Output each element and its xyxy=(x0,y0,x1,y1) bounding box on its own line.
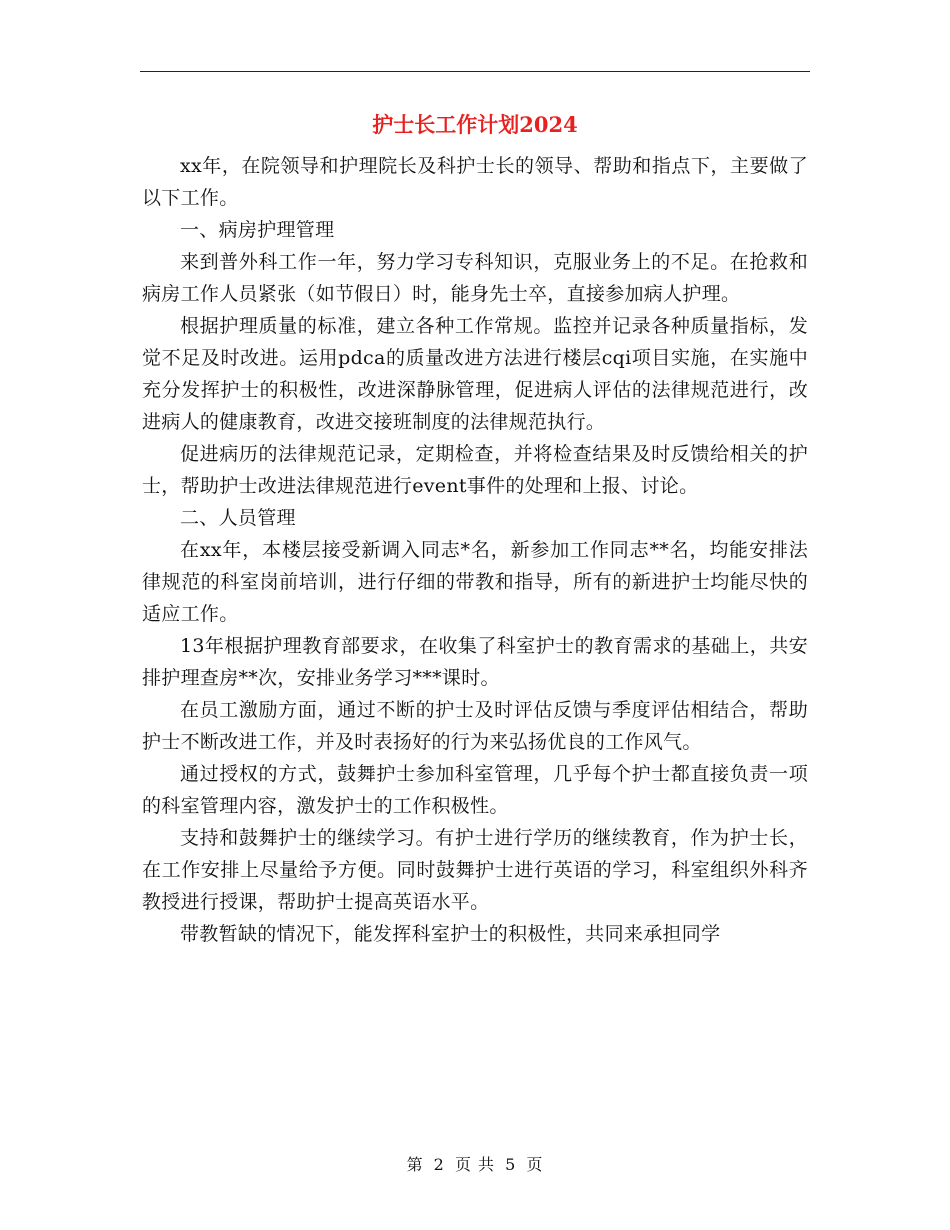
total-page-count: 5 xyxy=(505,1155,517,1174)
page-footer xyxy=(0,1152,950,1175)
document-title: 护士长工作计划2024 xyxy=(372,112,578,137)
paragraph: 在xx年，本楼层接受新调入同志*名，新参加工作同志**名，均能安排法律规范的科室岗前培训，进行仔细的带教和指导，所有的新进护士均能尽快的适应工作。 xyxy=(142,539,808,625)
current-page-number: 2 xyxy=(433,1155,445,1174)
section-heading-staff-management: 二、人员管理 xyxy=(180,507,296,529)
paragraph: 支持和鼓舞护士的继续学习。有护士进行学历的继续教育，作为护士长，在工作安排上尽量给予方便。同时鼓舞护士进行英语的学习，科室组织外科齐教授进行授课，帮助护士提高英语水平。 xyxy=(142,827,808,913)
paragraph: 带教暂缺的情况下，能发挥科室护士的积极性，共同来承担同学 xyxy=(180,923,721,945)
footer-prefix: 第 xyxy=(406,1155,424,1174)
paragraph-intro: xx年，在院领导和护理院长及科护士长的领导、帮助和指点下，主要做了以下工作。 xyxy=(142,155,808,209)
paragraph: 促进病历的法律规范记录，定期检查，并将检查结果及时反馈给相关的护士，帮助护士改进法律规范进行event事件的处理和上报、讨论。 xyxy=(142,443,808,497)
paragraph: 来到普外科工作一年，努力学习专科知识，克服业务上的不足。在抢救和病房工作人员紧张（如节假日）时，能身先士卒，直接参加病人护理。 xyxy=(142,251,808,305)
paragraph: 通过授权的方式，鼓舞护士参加科室管理，几乎每个护士都直接负责一项的科室管理内容，激发护士的工作积极性。 xyxy=(142,763,808,817)
paragraph: 根据护理质量的标准，建立各种工作常规。监控并记录各种质量指标，发觉不足及时改进。运用pdca的质量改进方法进行楼层cqi项目实施，在实施中充分发挥护士的积极性，改进深静脉管理，促进病人评估的法律规范进行，改进病人的健康教育，改进交接班制度的法律规范执行。 xyxy=(142,315,808,433)
header-rule xyxy=(140,71,810,72)
footer-middle: 页 共 xyxy=(454,1155,496,1174)
section-heading-ward-management: 一、病房护理管理 xyxy=(180,219,335,241)
paragraph: 13年根据护理教育部要求，在收集了科室护士的教育需求的基础上，共安排护理查房**次，安排业务学习***课时。 xyxy=(142,635,808,689)
document-body xyxy=(142,150,808,950)
footer-suffix: 页 xyxy=(526,1155,544,1174)
paragraph: 在员工激励方面，通过不断的护士及时评估反馈与季度评估相结合，帮助护士不断改进工作，并及时表扬好的行为来弘扬优良的工作风气。 xyxy=(142,699,808,753)
